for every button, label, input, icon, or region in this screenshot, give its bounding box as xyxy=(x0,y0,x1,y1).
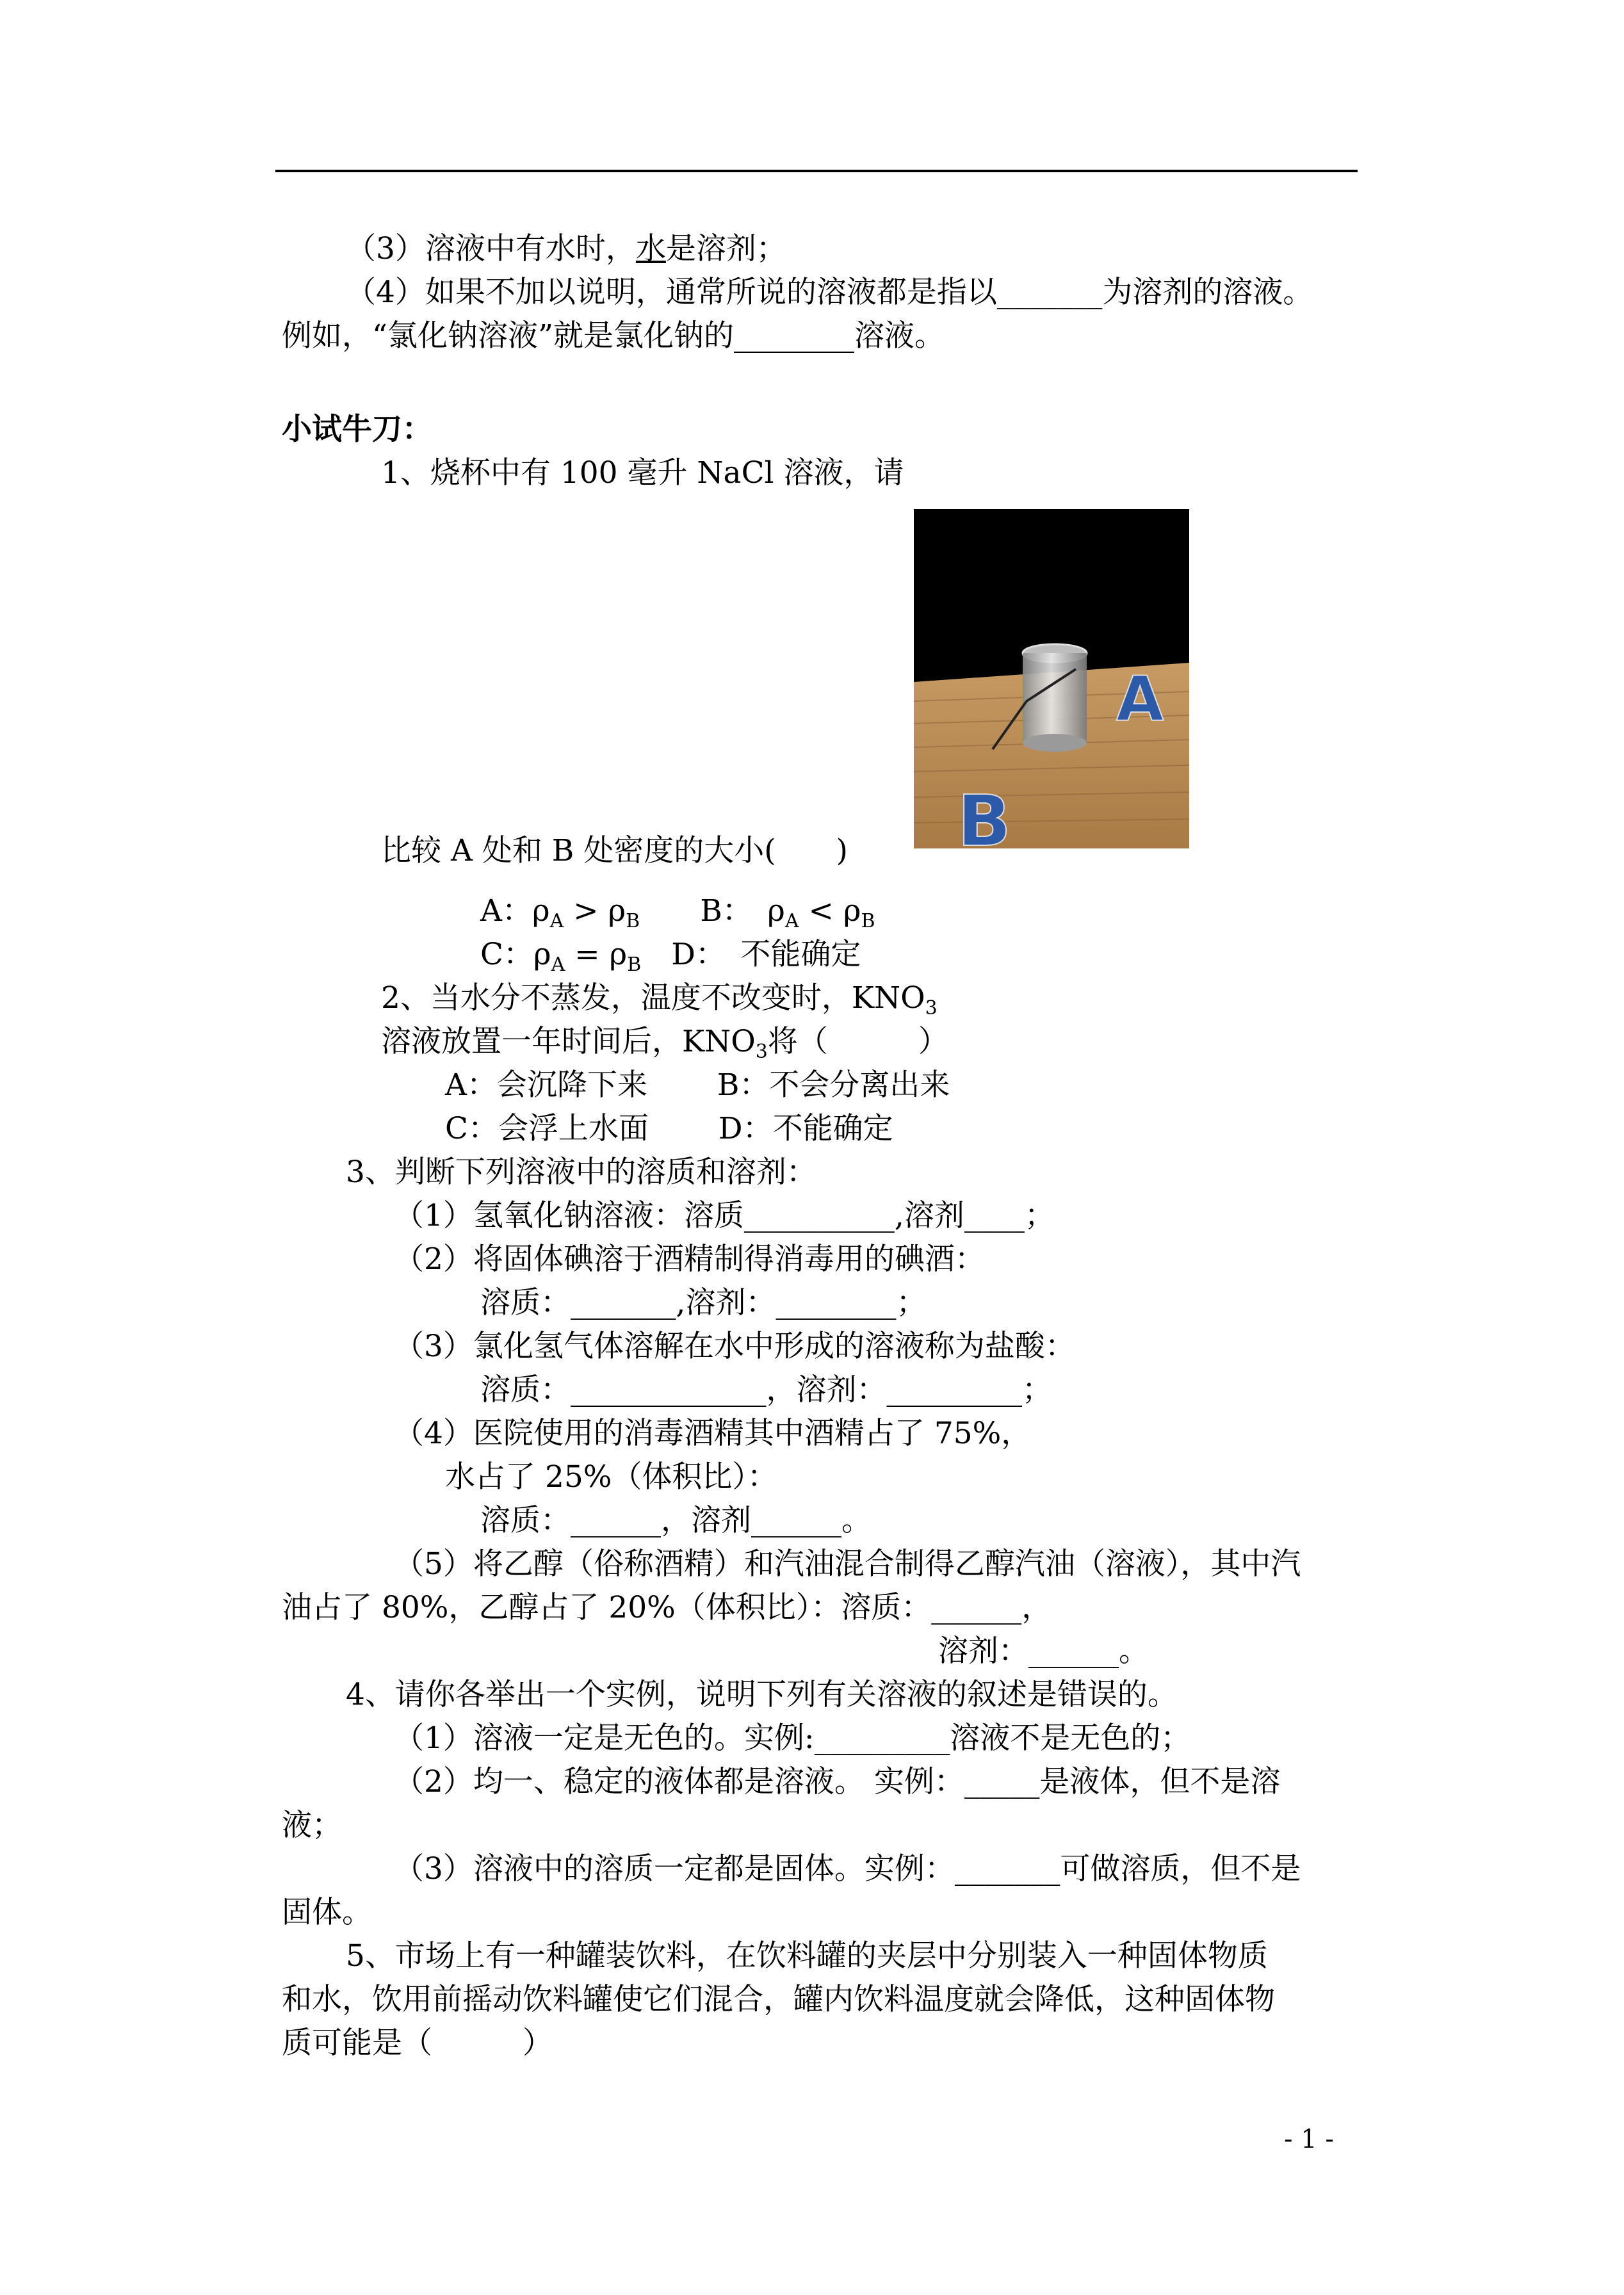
q4-line-4: （3）溶液中的溶质一定都是固体。实例：_______可做溶质，但不是 xyxy=(394,1851,1301,1886)
q4-stem: 4、请你各举出一个实例，说明下列有关溶液的叙述是错误的。 xyxy=(346,1677,1178,1712)
q4-line-1: （1）溶液一定是无色的。实例:_________溶液不是无色的； xyxy=(394,1721,1191,1756)
underlined-water: 水 xyxy=(635,231,666,266)
q2-options-1: A：会沉降下来 B：不会分离出来 xyxy=(445,1067,950,1103)
q5-line-1: 5、市场上有一种罐装饮料，在饮料罐的夹层中分别装入一种固体物质 xyxy=(346,1938,1268,1974)
label-a: A xyxy=(1116,663,1164,735)
q2-stem-a: 2、当水分不蒸发，温度不改变时，$KNO_3$ xyxy=(381,980,938,1019)
label-b: B xyxy=(957,780,1011,858)
q3-line-4: （3）氯化氢气体溶解在水中形成的溶液称为盐酸： xyxy=(394,1329,1075,1364)
q3-line-1: （1）氢氧化钠溶液：溶质__________,溶剂____； xyxy=(394,1198,1055,1233)
q5-line-2: 和水，饮用前摇动饮料罐使它们混合，罐内饮料温度就会降低，这种固体物 xyxy=(282,1982,1275,2017)
q3-line-7: 水占了 25%（体积比）： xyxy=(445,1459,777,1495)
item-4-line-b: 例如，“氯化钠溶液”就是氯化钠的________溶液。 xyxy=(282,318,945,353)
q3-line-2: （2）将固体碘溶于酒精制得消毒用的碘酒： xyxy=(394,1242,985,1277)
q3-line-8: 溶质：______，溶剂______。 xyxy=(480,1503,872,1538)
q3-line-9: （5）将乙醇（俗称酒精）和汽油混合制得乙醇汽油（溶液），其中汽 xyxy=(394,1546,1301,1582)
q2-stem-b: 溶液放置一年时间后，$KNO_3$将（ ） xyxy=(381,1024,948,1063)
q3-line-3: 溶质：_______,溶剂：________； xyxy=(480,1285,927,1320)
page-number: - 1 - xyxy=(1284,2125,1334,2154)
q3-line-10: 油占了 80%，乙醇占了 20%（体积比）：溶质：______， xyxy=(282,1590,1052,1625)
q3-stem: 3、判断下列溶液中的溶质和溶剂： xyxy=(346,1155,816,1190)
beaker-figure xyxy=(913,509,1191,858)
q1-options-cd: C：$\rho_A = \rho_B$ D： 不能确定 xyxy=(480,937,861,976)
section-title: 小试牛刀： xyxy=(282,412,432,447)
q2-options-2: C：会浮上水面 D：不能确定 xyxy=(445,1111,893,1146)
item-4-line-a: （4）如果不加以说明，通常所说的溶液都是指以_______为溶剂的溶液。 xyxy=(346,275,1313,310)
item-3-line: （3）溶液中有水时，水是溶剂； xyxy=(346,231,786,266)
q3-line-11: 溶剂：______。 xyxy=(938,1634,1149,1669)
q1-stem: 1、烧杯中有 100 毫升 NaCl 溶液，请 xyxy=(381,455,904,491)
q5-line-3: 质可能是（ ） xyxy=(282,2025,553,2061)
q3-line-6: （4）医院使用的消毒酒精其中酒精占了 75%， xyxy=(394,1416,1032,1451)
q4-line-5: 固体。 xyxy=(282,1895,372,1930)
header-rule xyxy=(275,170,1358,172)
beaker-illustration xyxy=(913,509,1191,858)
q3-line-5: 溶质：_____________，溶剂：_________； xyxy=(480,1372,1052,1407)
q4-line-2: （2）均一、稳定的液体都是溶液。 实例：_____是液体，但不是溶 xyxy=(394,1764,1281,1799)
q1-ask: 比较 A 处和 B 处密度的大小( ) xyxy=(381,833,848,868)
q1-options-ab: A：$\rho_A > \rho_B$ B： $\rho_A < \rho_B$ xyxy=(480,893,875,932)
q4-line-3: 液； xyxy=(282,1808,342,1843)
